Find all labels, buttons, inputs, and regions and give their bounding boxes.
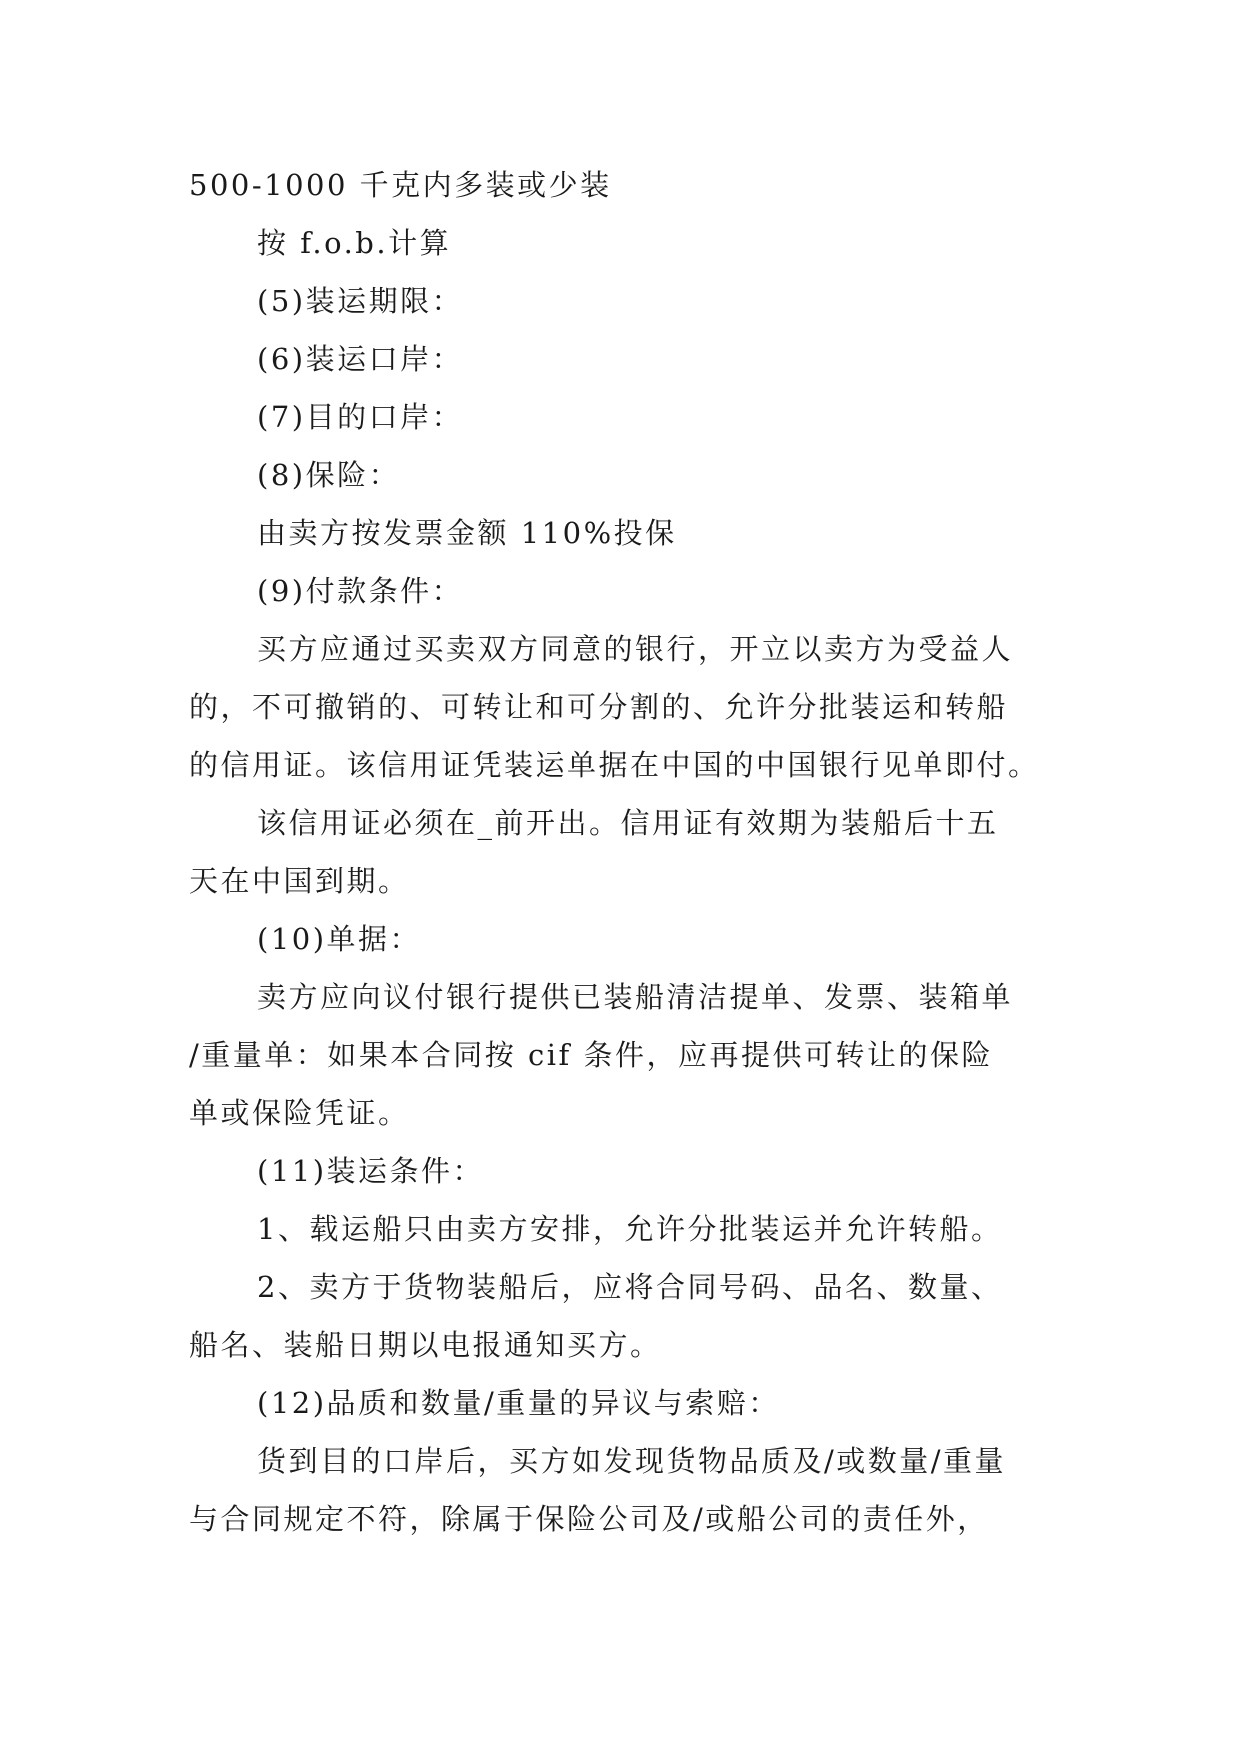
paragraph-line: 2、卖方于货物装船后，应将合同号码、品名、数量、 (257, 1270, 1003, 1304)
paragraph-line: 的信用证。该信用证凭装运单据在中国的中国银行见单即付。 (189, 748, 1040, 782)
paragraph-line: 货到目的口岸后，买方如发现货物品质及/或数量/重量 (257, 1444, 1007, 1478)
section-heading: (9)付款条件： (257, 574, 464, 608)
text-line: 500-1000 千克内多装或少装 (189, 168, 612, 202)
text-line: 按 f.o.b.计算 (257, 226, 452, 260)
section-heading: (7)目的口岸： (257, 400, 464, 434)
paragraph-line: 卖方应向议付银行提供已装船清洁提单、发票、装箱单 (257, 980, 1014, 1014)
section-heading: (11)装运条件： (257, 1154, 485, 1188)
paragraph-line: 与合同规定不符，除属于保险公司及/或船公司的责任外， (189, 1502, 989, 1536)
text-line: 由卖方按发票金额 110%投保 (257, 516, 677, 550)
paragraph-line: 单或保险凭证。 (189, 1096, 410, 1130)
section-heading: (12)品质和数量/重量的异议与索赔： (257, 1386, 780, 1420)
paragraph-line: 天在中国到期。 (189, 864, 410, 898)
paragraph-line: 买方应通过买卖双方同意的银行，开立以卖方为受益人 (257, 632, 1014, 666)
section-heading: (10)单据： (257, 922, 422, 956)
paragraph-line: 1、载运船只由卖方安排，允许分批装运并允许转船。 (257, 1212, 1003, 1246)
paragraph-line: 船名、装船日期以电报通知买方。 (189, 1328, 662, 1362)
document-body (189, 156, 1059, 1548)
section-heading: (6)装运口岸： (257, 342, 464, 376)
section-heading: (8)保险： (257, 458, 401, 492)
paragraph-line: 该信用证必须在_前开出。信用证有效期为装船后十五 (257, 806, 999, 840)
paragraph-line: /重量单：如果本合同按 cif 条件，应再提供可转让的保险 (189, 1038, 993, 1072)
paragraph-line: 的，不可撤销的、可转让和可分割的、允许分批装运和转船 (189, 690, 1009, 724)
section-heading: (5)装运期限： (257, 284, 464, 318)
